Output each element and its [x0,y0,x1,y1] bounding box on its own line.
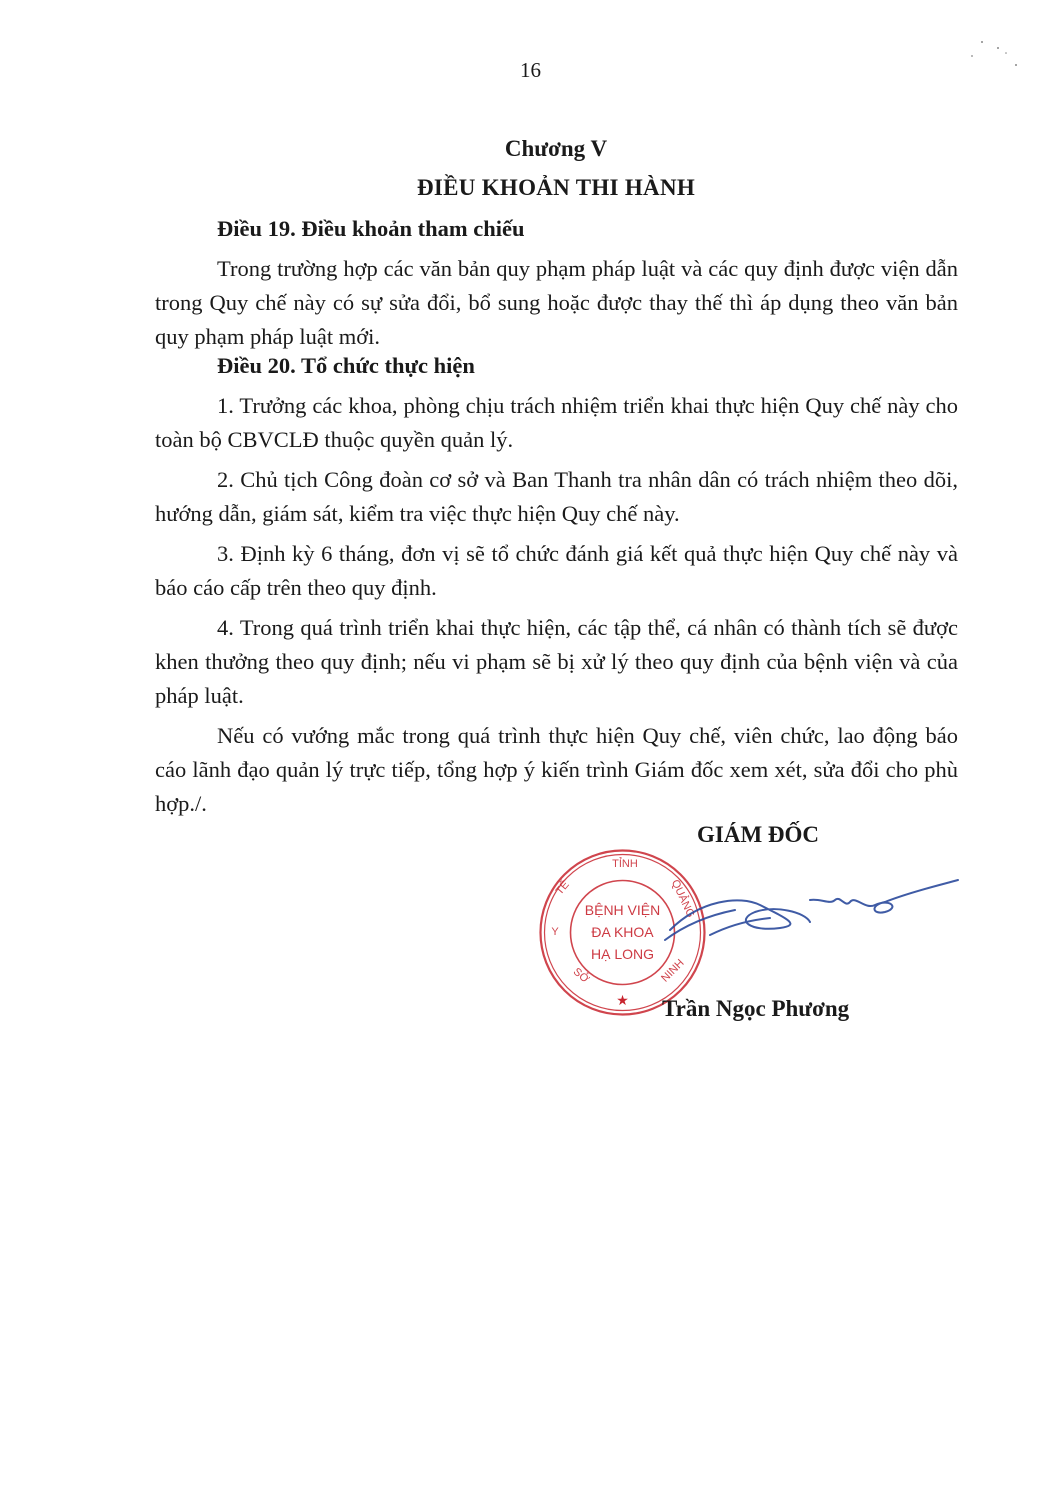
stamp-ring-word: Y [551,926,559,938]
stamp-text-line: ĐA KHOA [591,924,654,940]
stamp-ring-word: SỞ [570,965,592,986]
paragraph: 3. Định kỳ 6 tháng, đơn vị sẽ tổ chức đánh giá kết quả thực hiện Quy chế này và báo cáo cấp trên theo quy định. [155,541,958,600]
article-heading: Điều 20. Tổ chức thực hiện [217,353,475,378]
chapter-label: Chương V [504,136,608,161]
scan-specks [960,38,1030,73]
paragraph: 2. Chủ tịch Công đoàn cơ sở và Ban Thanh tra nhân dân có trách nhiệm theo dõi, hướng dẫn, giám sát, kiểm tra việc thực hiện Quy chế này. [155,467,958,526]
article-heading: Điều 19. Điều khoản tham chiếu [217,216,525,241]
signer-title: GIÁM ĐỐC [697,822,820,847]
stamp-ring-word: NINH [659,957,687,985]
paragraph: Nếu có vướng mắc trong quá trình thực hiện Quy chế, viên chức, lao động báo cáo lãnh đạo quản lý trực tiếp, tổng hợp ý kiến trình Giám đốc xem xét, sửa đổi cho phù hợp./. [155,723,958,816]
stamp-text-line: BỆNH VIỆN [584,902,661,918]
paragraph: 1. Trưởng các khoa, phòng chịu trách nhiệm triển khai thực hiện Quy chế này cho toàn bộ CBVCLĐ thuộc quyền quản lý. [155,393,958,452]
chapter-title: ĐIỀU KHOẢN THI HÀNH [416,175,696,200]
page-number: 16 [520,58,541,82]
stamp-star: ★ [616,993,629,1009]
article-19 [155,212,958,354]
stamp-text-line: HẠ LONG [590,946,655,962]
stamp-ring-word: TỈNH [612,858,638,870]
stamp-ring-word: TẾ [553,878,572,898]
stamp-ring-word: QUẢNG [668,877,697,920]
article-20 [155,349,958,821]
handwritten-signature [640,870,970,960]
paragraph: 4. Trong quá trình triển khai thực hiện, các tập thể, cá nhân có thành tích sẽ được khen thưởng theo quy định; nếu vi phạm sẽ bị xử lý theo quy định của bệnh viện và của pháp luật. [155,615,958,708]
signer-name: Trần Ngọc Phương [662,996,850,1021]
paragraph: Trong trường hợp các văn bản quy phạm pháp luật và các quy định được viện dẫn trong Quy chế này có sự sửa đổi, bổ sung hoặc được thay thế thì áp dụng theo văn bản quy phạm pháp luật mới. [155,256,958,349]
